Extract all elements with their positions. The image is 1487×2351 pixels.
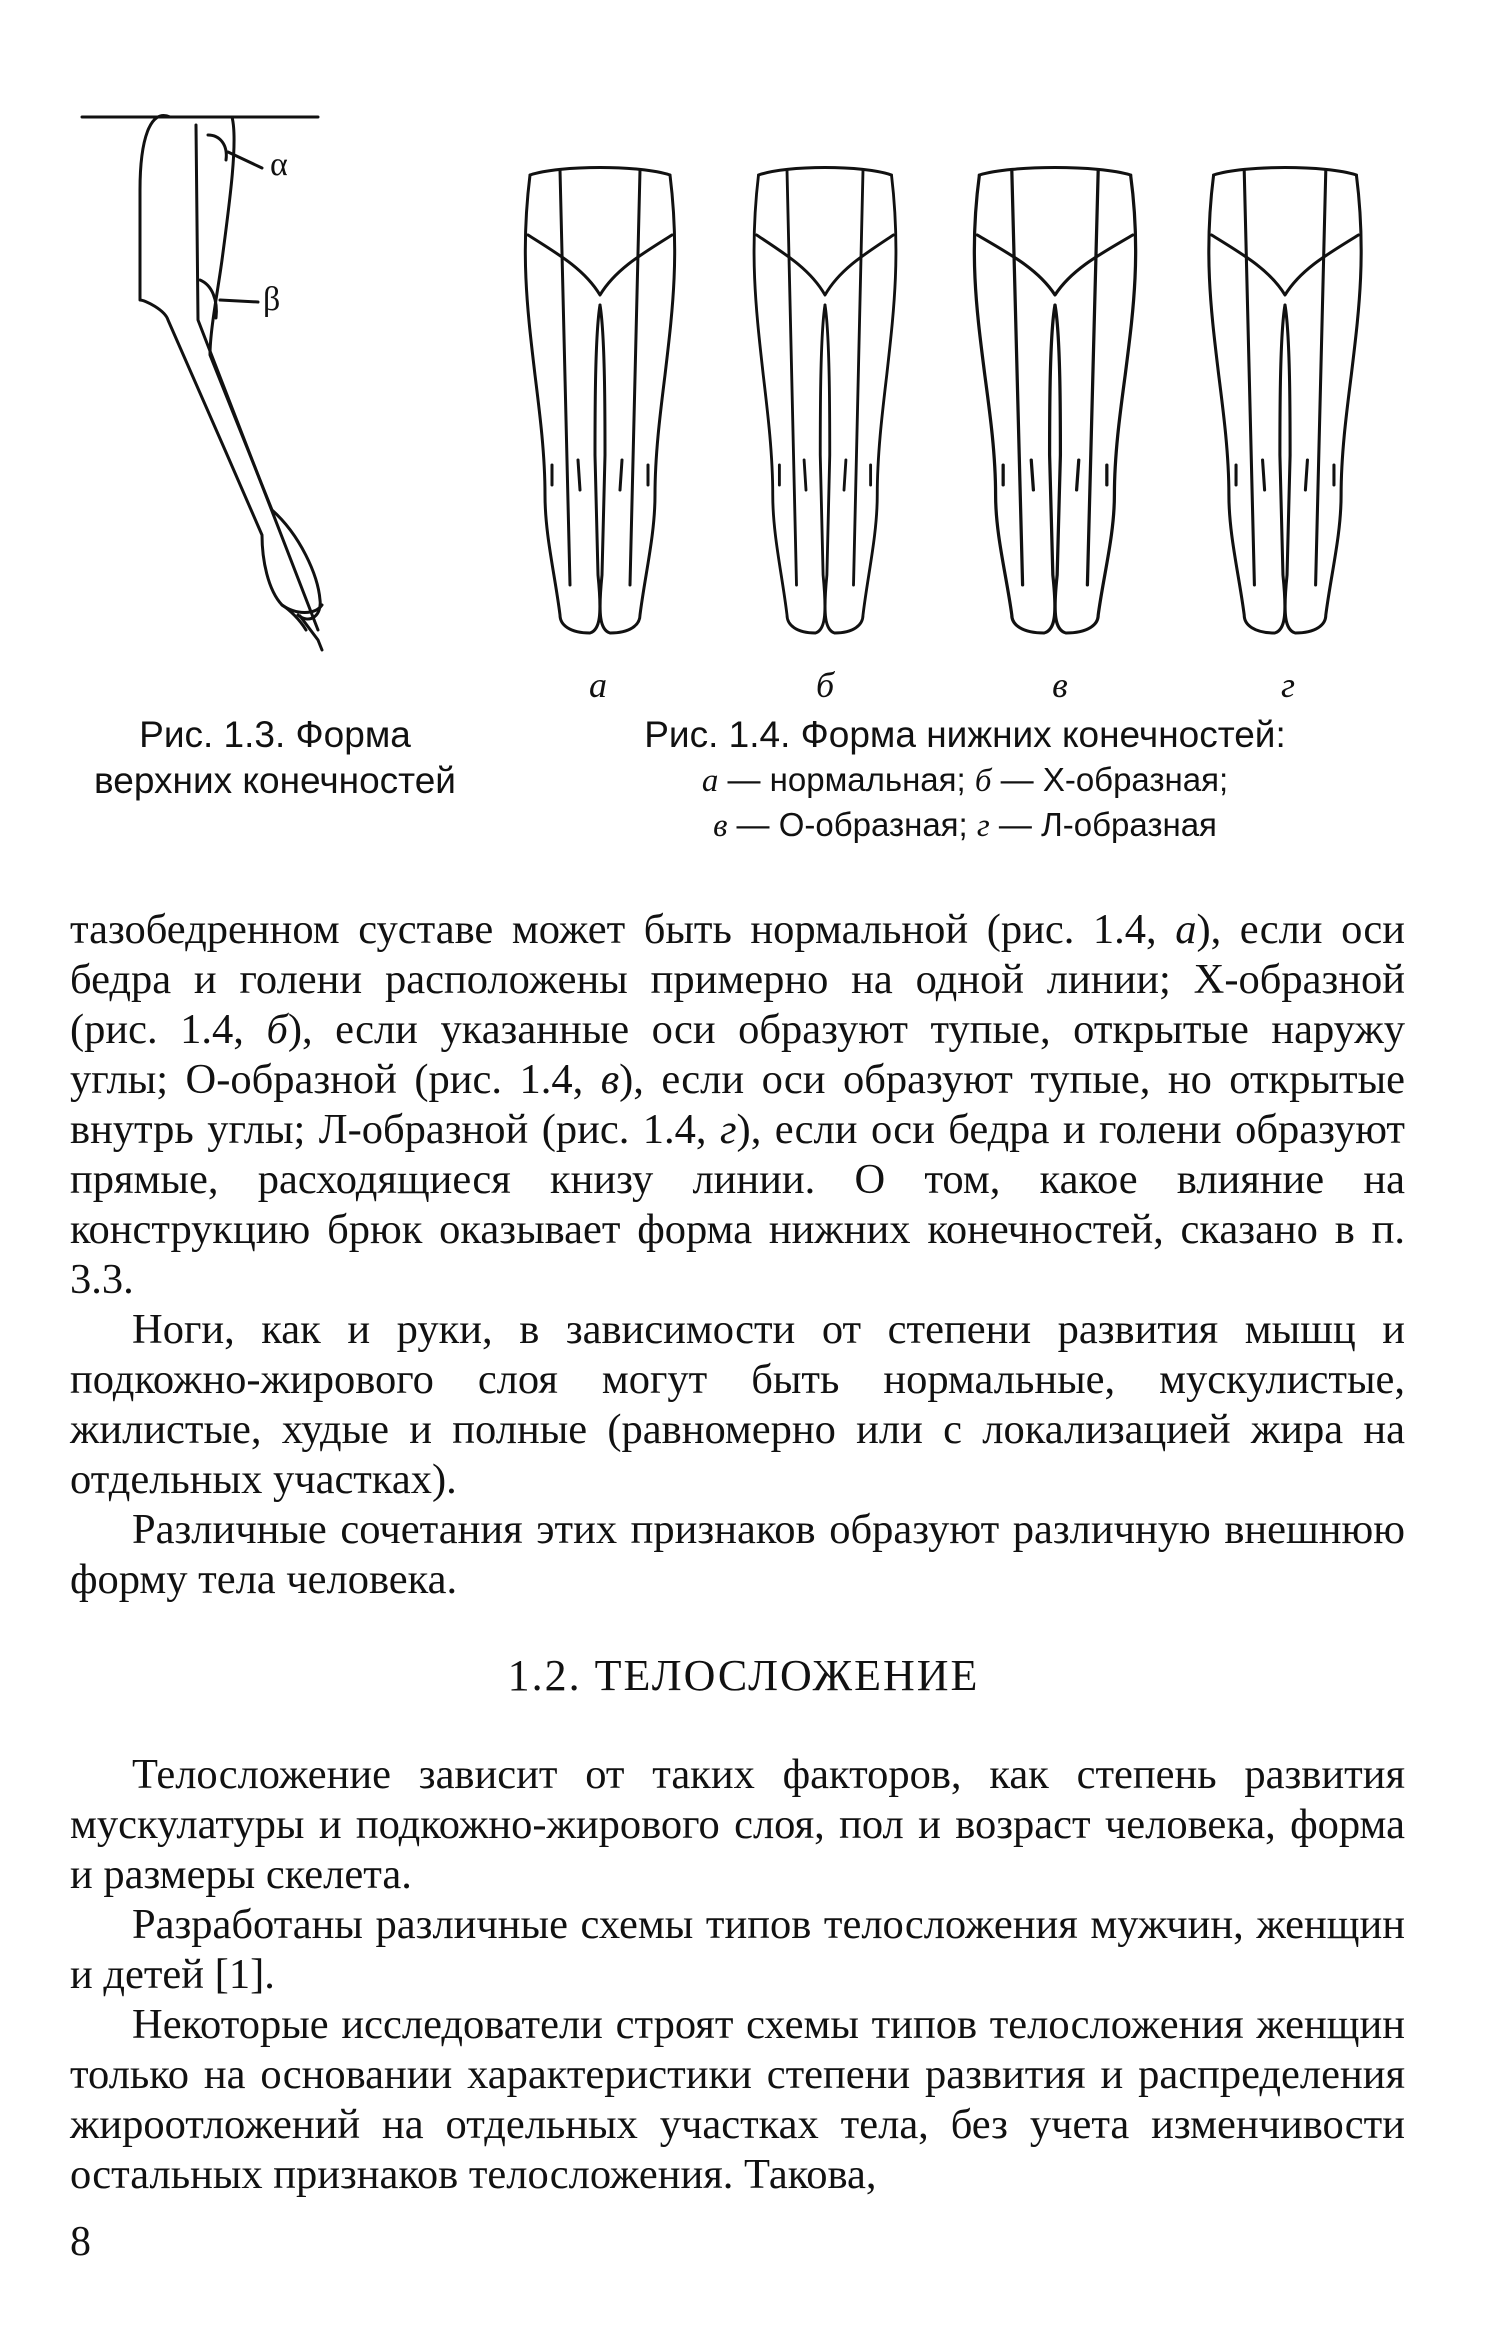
legend-text: — Х-образная; [991, 761, 1229, 798]
paragraph: Некоторые исследователи строят схемы типов телосложения женщин только на основании характеристики степени развития и распределения жироотложений на отдельных участках тела, без учета изменчивости остальных признаков телосложения. Такова, [70, 2001, 1405, 2198]
legs-normal [525, 168, 674, 634]
body-text-top [70, 905, 1405, 1605]
legend-text: — О-образная; [727, 806, 977, 843]
paragraph: тазобедренном суставе может быть нормальной (рис. 1.4, а), если оси бедра и голени расположены примерно на одной линии; Х-образной (рис. 1.4, б), если указанные оси образуют тупые, открытые наружу углы; О-образной (рис. 1.4, в), если оси образуют тупые, но открытые внутрь углы; Л-образной (рис. 1.4, г), если оси бедра и голени образуют прямые, расходящиеся книзу линии. О том, какое влияние на конструкцию брюк оказывает форма нижних конечностей, сказано в п. 3.3. [70, 906, 1406, 1303]
section-heading: 1.2. ТЕЛОСЛОЖЕНИЕ [507, 1651, 980, 1700]
figure-label-a: а [589, 665, 607, 705]
legend-letter: в [713, 808, 728, 844]
figure-label-g: г [1280, 665, 1296, 705]
caption-line: Рис. 1.3. Форма [139, 714, 411, 755]
body-text-bottom [70, 1750, 1405, 2200]
figure-1-3-caption [40, 712, 510, 804]
legs-l-shaped [1209, 168, 1361, 634]
legend-letter: б [974, 763, 992, 799]
legend-text: — нормальная; [718, 761, 975, 798]
legend-letter: а [701, 763, 719, 799]
paragraph: Различные сочетания этих признаков образуют различную внешнюю форму тела человека. [70, 1506, 1405, 1603]
paragraph: Телосложение зависит от таких факторов, как степень развития мускулатуры и подкожно-жирового слоя, пол и возраст человека, форма и размеры скелета. [70, 1751, 1405, 1898]
figure-1-4-caption-title: Рис. 1.4. Форма нижних конечностей: [644, 714, 1286, 755]
legend-letter: г [976, 808, 990, 844]
angle-beta-label: β [263, 281, 281, 318]
legs-o-shaped [974, 168, 1135, 634]
page-number: 8 [70, 2219, 91, 2265]
figure-1-4-legend [585, 758, 1345, 848]
angle-alpha-label: α [270, 146, 288, 183]
paragraph: Ноги, как и руки, в зависимости от степени развития мышц и подкожно-жирового слоя могут быть нормальные, мускулистые, жилистые, худые и полные (равномерно или с локализацией жира на отдельных участках). [70, 1306, 1405, 1503]
figure-label-b: б [815, 665, 835, 705]
legs-x-shaped [754, 168, 896, 634]
figure-label-v: в [1052, 665, 1068, 705]
legend-text: — Л-образная [989, 806, 1217, 843]
paragraph: Разработаны различные схемы типов телосложения мужчин, женщин и детей [1]. [70, 1901, 1405, 1998]
caption-line: верхних конечностей [94, 760, 456, 801]
legs-figure [0, 0, 1487, 700]
